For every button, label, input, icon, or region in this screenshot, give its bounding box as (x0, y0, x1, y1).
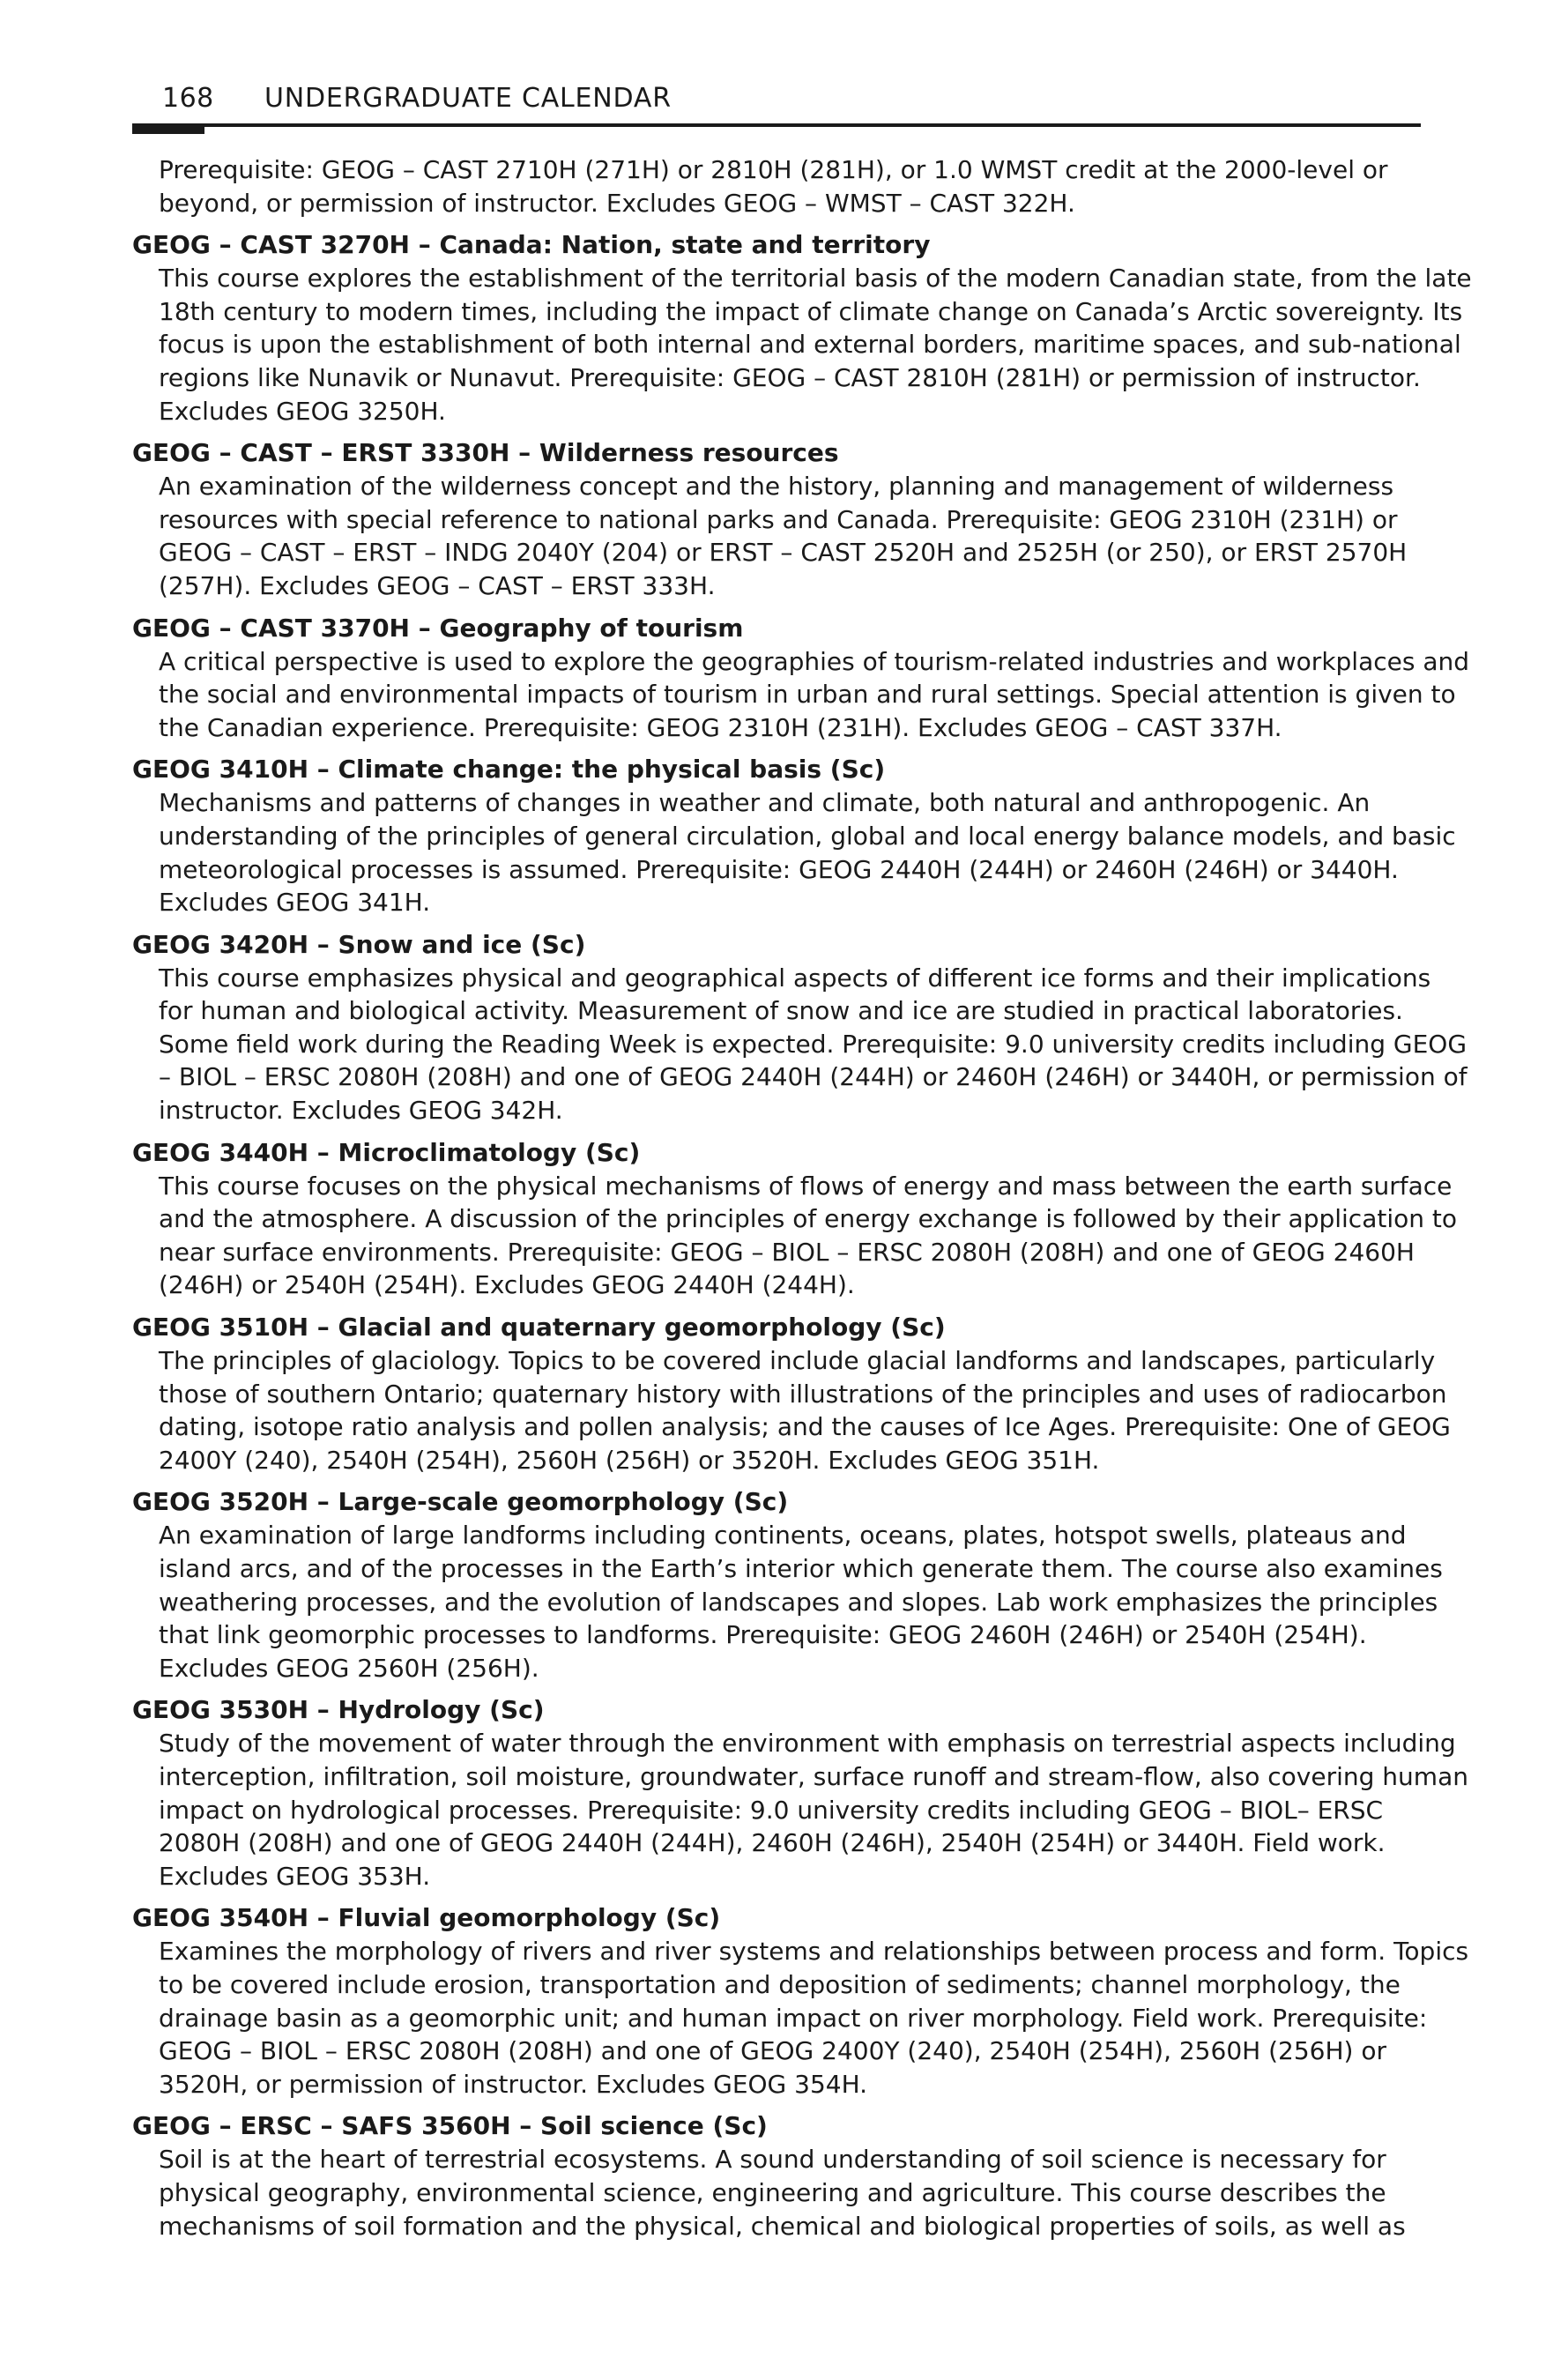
course-title: GEOG 3540H – Fluvial geomorphology (Sc) (132, 1903, 721, 1933)
course-description: This course emphasizes physical and geographical aspects of different ice forms and their implications for human and biological activity. Measurement of snow and ice are studied in practical laboratories. Some field work during the Reading Week is expected. Prerequisite: 9.0 university credits including GEOG – BIOL – ERSC 2080H (208H) and one of GEOG 2440H (244H) or 2460H (246H) or 3440H, or permission of instructor. Excludes GEOG 342H. (159, 963, 1468, 1126)
course-description: This course explores the establishment of the territorial basis of the modern Canadian state, from the late 18th century to modern times, including the impact of climate change on Canada’s Arctic sovereignty. Its focus is upon the establishment of both internal and external borders, maritime spaces, and sub-national regions like Nunavik or Nunavut. Prerequisite: GEOG – CAST 2810H (281H) or permission of instructor. Excludes GEOG 3250H. (159, 264, 1472, 426)
course-entry-geog-3520h (132, 1485, 1443, 1685)
course-listing (132, 153, 1472, 2242)
course-description: A critical perspective is used to explore the geographies of tourism-related industries and workplaces and the social and environmental impacts of tourism in urban and rural settings. Special attention is given to the Canadian experience. Prerequisite: GEOG 2310H (231H). Excludes GEOG – CAST 337H. (159, 646, 1470, 742)
calendar-page (132, 78, 1472, 2251)
course-description: Study of the movement of water through the environment with emphasis on terrestrial aspects including interception, infiltration, soil moisture, groundwater, surface runoff and stream-flow, also covering human impact on hydrological processes. Prerequisite: 9.0 university credits including GEOG – BIOL– ERSC 2080H (208H) and one of GEOG 2440H (244H), 2460H (246H), 2540H (254H) or 3440H. Field work. Excludes GEOG 353H. (159, 1729, 1468, 1891)
course-description: Mechanisms and patterns of changes in weather and climate, both natural and anthropogenic. An understanding of the principles of general circulation, global and local energy balance models, and basic meteorological processes is assumed. Prerequisite: GEOG 2440H (244H) or 2460H (246H) or 3440H. Excludes GEOG 341H. (159, 788, 1456, 918)
course-title: GEOG 3520H – Large-scale geomorphology (Sc) (132, 1487, 789, 1517)
course-entry-geog-3410h (132, 753, 1456, 919)
course-description: This course focuses on the physical mechanisms of flows of energy and mass between the earth surface and the atmosphere. A discussion of the principles of energy exchange is followed by their application to near surface environments. Prerequisite: GEOG – BIOL – ERSC 2080H (208H) and one of GEOG 2460H (246H) or 2540H (254H). Excludes GEOG 2440H (244H). (159, 1171, 1457, 1300)
course-entry-geog-cast-3370h (132, 612, 1470, 745)
course-description: An examination of large landforms including continents, oceans, plates, hotspot swells, plateaus and island arcs, and of the processes in the Earth’s interior which generate them. The course also examines weathering processes, and the evolution of landscapes and slopes. Lab work emphasizes the principles that link geomorphic processes to landforms. Prerequisite: GEOG 2460H (246H) or 2540H (254H). Excludes GEOG 2560H (256H). (159, 1521, 1443, 1683)
course-entry-geog-3540h (132, 1901, 1469, 2101)
course-entry-geog-3530h (132, 1693, 1468, 1893)
course-entry-geog-3440h (132, 1136, 1457, 1302)
course-entry-geog-cast-3270h (132, 228, 1472, 428)
running-header (132, 78, 1421, 127)
course-description: Soil is at the heart of terrestrial ecosystems. A sound understanding of soil science is necessary for physical geography, environmental science, engineering and agriculture. This course describes the mechanisms of soil formation and the physical, chemical and biological properties of soils, as well as (159, 2145, 1406, 2241)
course-entry-geog-ersc-safs-3560h (132, 2109, 1421, 2242)
course-title: GEOG – CAST 3270H – Canada: Nation, state and territory (132, 230, 931, 260)
course-title: GEOG – CAST – ERST 3330H – Wilderness resources (132, 438, 839, 468)
continued-prerequisite-paragraph: Prerequisite: GEOG – CAST 2710H (271H) or 2810H (281H), or 1.0 WMST credit at the 2000-level or beyond, or permission of instructor. Excludes GEOG – WMST – CAST 322H. (159, 155, 1388, 218)
course-title: GEOG 3440H – Microclimatology (Sc) (132, 1137, 641, 1167)
course-description: An examination of the wilderness concept and the history, planning and management of wilderness resources with special reference to national parks and Canada. Prerequisite: GEOG 2310H (231H) or GEOG – CAST – ERST – INDG 2040Y (204) or ERST – CAST 2520H and 2525H (or 250), or ERST 2570H (257H). Excludes GEOG – CAST – ERST 333H. (159, 472, 1408, 600)
course-title: GEOG 3530H – Hydrology (Sc) (132, 1695, 545, 1725)
header-accent-bar (132, 123, 204, 134)
course-description: The principles of glaciology. Topics to be covered include glacial landforms and landscapes, particularly those of southern Ontario; quaternary history with illustrations of the principles and uses of radiocarbon dating, isotope ratio analysis and pollen analysis; and the causes of Ice Ages. Prerequisite: One of GEOG 2400Y (240), 2540H (254H), 2560H (256H) or 3520H. Excludes GEOG 351H. (159, 1346, 1451, 1475)
course-entry-geog-3510h (132, 1311, 1451, 1476)
running-title: UNDERGRADUATE CALENDAR (264, 83, 672, 114)
course-title: GEOG 3410H – Climate change: the physical basis (Sc) (132, 755, 886, 785)
course-entry-geog-3420h (132, 928, 1468, 1127)
course-title: GEOG 3510H – Glacial and quaternary geomorphology (Sc) (132, 1313, 946, 1342)
course-entry-geog-cast-erst-3330h (132, 436, 1421, 602)
page-number: 168 (162, 83, 214, 114)
course-title: GEOG – CAST 3370H – Geography of tourism (132, 613, 744, 643)
course-description: Examines the morphology of rivers and river systems and relationships between process and form. Topics to be covered include erosion, transportation and deposition of sediments; channel morphology, the drainage basin as a geomorphic unit; and human impact on river morphology. Field work. Prerequisite: GEOG – BIOL – ERSC 2080H (208H) and one of GEOG 2400Y (240), 2540H (254H), 2560H (256H) or 3520H, or permission of instructor. Excludes GEOG 354H. (159, 1937, 1469, 2099)
course-title: GEOG 3420H – Snow and ice (Sc) (132, 929, 586, 959)
course-title: GEOG – ERSC – SAFS 3560H – Soil science (Sc) (132, 2111, 768, 2141)
